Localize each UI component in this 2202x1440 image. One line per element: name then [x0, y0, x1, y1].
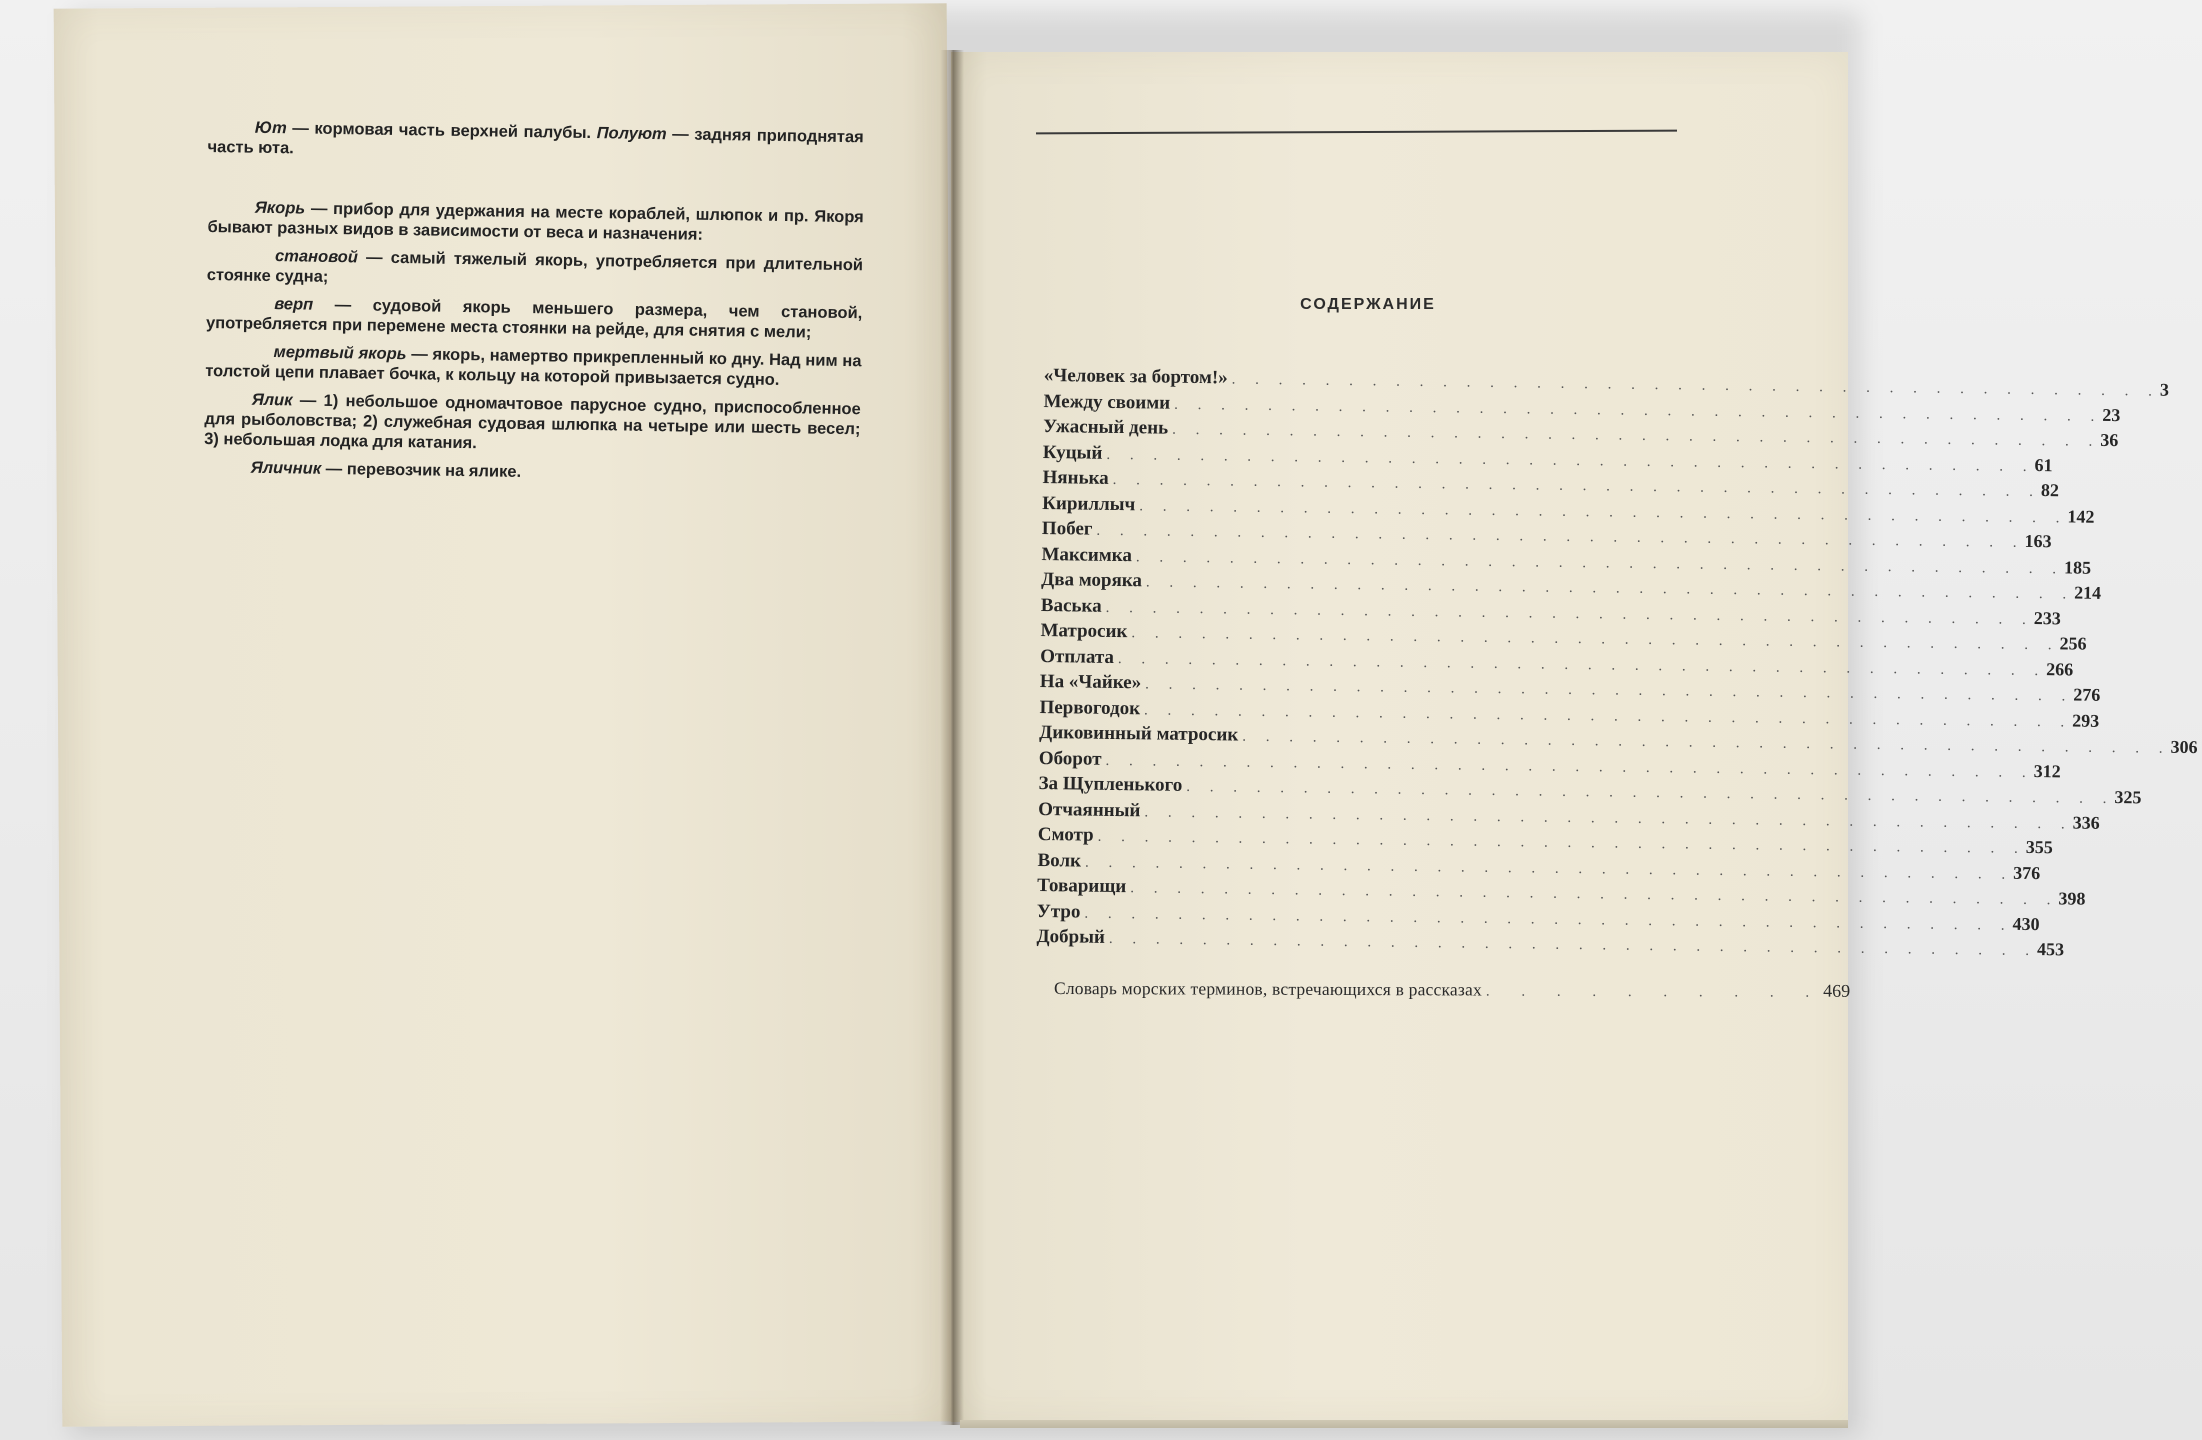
glossary-subentry: [205, 341, 862, 391]
toc-entry-title: Смотр: [1037, 823, 1094, 846]
glossary-term: Ялик: [251, 390, 293, 410]
toc-leader-dots: . . . . . . . . . . . . . . . . . . . . . . . . . . . . . . . . . . . . . . . .: [1096, 522, 2025, 551]
toc-row: [1053, 978, 1851, 1006]
toc-leader-dots: . . . . . . . . . . . . . . . . . . . . . . . . . . . . . . . . . . . . . . . .: [1112, 471, 2041, 501]
glossary-term: Ют: [254, 118, 287, 138]
toc-entry-title: Куцый: [1042, 441, 1103, 464]
toc-entry-title: Волк: [1037, 849, 1082, 872]
toc-entry-title: Ужасный день: [1043, 415, 1169, 439]
toc-entry-page: 214: [2074, 582, 2102, 603]
toc-title: СОДЕРЖАНИЕ: [1300, 296, 1436, 313]
toc-entry-page: 276: [2073, 684, 2101, 705]
toc-entry-title: Отплата: [1040, 645, 1115, 668]
book-spine-gutter: [940, 50, 964, 1425]
glossary-subentry: [206, 293, 863, 343]
toc-leader-dots: . . . . . . . . . . . . . . . . . . . . . . . . . . . . . . . . . . . . . . . .: [1174, 396, 2103, 425]
toc-leader-dots: . . . . . . . . . . . . . . . . . . . . . . . . . . . . . . . . . . . . . . . .: [1105, 752, 2034, 781]
toc-leader-dots: . . . . . . . . . . . . . . . . . . . . . . . . . . . . . . . . . . . . . . . .: [1135, 548, 2065, 577]
toc-entry-title: Два моряка: [1041, 568, 1143, 592]
toc-entry-title: Отчаянный: [1038, 798, 1141, 821]
toc-leader-dots: . . . . . . . . . . . . . . . . . . . . . . . . . . . . . . . . . . . . . . . .: [1186, 778, 2115, 808]
toc-entry-page: 325: [2114, 787, 2142, 808]
glossary-term: Яличник: [250, 458, 322, 478]
glossary-term: становой: [274, 247, 359, 267]
glossary-term: Полуют: [596, 124, 667, 144]
toc-entry-title: Добрый: [1036, 925, 1106, 948]
toc-leader-dots: . . . . . . . . . . . . . . . . . . . . . . . . . . . . . . . . . . . . . . . .: [1231, 371, 2161, 400]
toc-appendix: [1053, 978, 1851, 1006]
toc-leader-dots: . . . . . . . . . . . . . . . . . . . . . . . . . . . . . . . . . . . . . . . .: [1131, 625, 2060, 654]
toc-leader-dots: . . . . . . . . . . . . . . . . . . . . . . . . . . . . . . . . . . . . . . . .: [1130, 880, 2059, 909]
toc-leader-dots: . . . . . . . . . . . . . . . . . . . . . . . . . . . . . . . . . . . . . . . .: [1097, 828, 2026, 857]
glossary-entry-yut: [207, 117, 864, 175]
toc-entry-page: 3: [2159, 379, 2170, 400]
toc-leader-dots: . . . . . . . . . . . . . . . . . . . . . . . . . . . . . . . . . . . . . . . .: [1145, 676, 2074, 705]
toc-entry-page: 293: [2072, 709, 2100, 731]
toc-leader-dots: . . . . . . . . . . . . . . . . . . . . . . . . . . . . . . . . . . . . . . . .: [1108, 930, 2038, 960]
toc-entry-page: 163: [2024, 530, 2052, 552]
glossary-entry-yalik: [204, 389, 861, 459]
glossary-definition: — 1) небольшое одномачтовое парусное судно, приспособленное для рыболовства; 2) служебная судовая шлюпка на четыре или шесть весел; 3) небольшая лодка для катания.: [204, 391, 861, 453]
toc-leader-dots: . . . . . . . . . . . . . . . . . . . . . . . . . . . . . . . . . . . . . . . .: [1172, 421, 2101, 450]
toc-entry-page: 266: [2046, 658, 2074, 679]
toc-entry-page: 355: [2025, 836, 2053, 858]
glossary-definition: — якорь, намертво прикрепленный ко дну. Над ним на толстой цепи плавает бочка, к кольцу на которой привызается судно.: [205, 345, 862, 389]
glossary-subentry: [207, 245, 864, 295]
toc-entry-page: 142: [2067, 505, 2095, 527]
toc-leader-dots: . . . . . . . . . .: [1485, 983, 1824, 1001]
toc-entry-title: «Человек за бортом!»: [1043, 365, 1228, 389]
toc-entry-page: 430: [2012, 913, 2040, 934]
toc-leader-dots: . . . . . . . . . . . . . . . . . . . . . . . . . . . . . . . . . . . . . . . .: [1106, 446, 2035, 475]
toc-entry-page: 306: [2170, 736, 2198, 758]
glossary-entry-yalichnik: [204, 457, 860, 487]
toc-entry-title: На «Чайке»: [1039, 670, 1142, 694]
toc-entry-page: 398: [2058, 888, 2086, 909]
toc-leader-dots: . . . . . . . . . . . . . . . . . . . . . . . . . . . . . . . . . . . . . . . .: [1144, 803, 2073, 833]
toc-leader-dots: . . . . . . . . . . . . . . . . . . . . . . . . . . . . . . . . . . . . . . . .: [1242, 728, 2171, 757]
page-edge: [960, 1420, 1848, 1428]
toc-leader-dots: . . . . . . . . . . . . . . . . . . . . . . . . . . . . . . . . . . . . . . . .: [1117, 650, 2047, 679]
toc-entry-page: 376: [2013, 862, 2041, 883]
toc-entry-title: Кириллыч: [1042, 492, 1136, 515]
glossary-definition: — судовой якорь меньшего размера, чем становой, употребляется при перемене места стоянки на рейде, для снятия с мели;: [205, 295, 863, 342]
glossary-definition: — прибор для удержания на месте кораблей, шлюпок и пр. Якоря бывают разных видов в зависимости от веса и назначения:: [207, 199, 864, 244]
toc-entry-title: Диковинный матросик: [1039, 721, 1239, 746]
glossary-definition: — кормовая часть верхней палубы.: [286, 119, 597, 143]
table-of-contents: [1036, 365, 2198, 960]
glossary-term: Якорь: [254, 198, 306, 218]
toc-entry-page: 185: [2063, 556, 2092, 578]
toc-entry-title: Словарь морских терминов, встречающихся в рассказах: [1053, 978, 1482, 1000]
toc-entry-title: Матросик: [1040, 619, 1128, 643]
toc-entry-page: 469: [1823, 980, 1851, 1001]
toc-leader-dots: . . . . . . . . . . . . . . . . . . . . . . . . . . . . . . . . . . . . . . . .: [1105, 599, 2034, 628]
toc-entry-title: Первогодок: [1039, 696, 1141, 719]
toc-entry-page: 61: [2034, 454, 2053, 475]
glossary-term: мертвый якорь: [273, 343, 407, 364]
toc-entry-title: Товарищи: [1037, 874, 1127, 898]
glossary-definition: — самый тяжелый якорь, употребляется при длительной стоянке судна;: [206, 248, 864, 286]
glossary-block-yakor: [203, 197, 863, 495]
toc-leader-dots: . . . . . . . . . . . . . . . . . . . . . . . . . . . . . . . . . . . . . . . .: [1139, 497, 2068, 526]
toc-leader-dots: . . . . . . . . . . . . . . . . . . . . . . . . . . . . . . . . . . . . . . . .: [1084, 905, 2013, 934]
toc-entry-title: Утро: [1036, 900, 1081, 923]
toc-entry-page: 312: [2033, 760, 2061, 781]
toc-entry-page: 336: [2072, 812, 2100, 833]
toc-entry-title: Нянька: [1042, 466, 1109, 489]
toc-leader-dots: . . . . . . . . . . . . . . . . . . . . . . . . . . . . . . . . . . . . . . . .: [1145, 574, 2075, 603]
toc-entry-title: Между своими: [1043, 390, 1171, 414]
toc-entry-page: 23: [2102, 404, 2121, 425]
toc-leader-dots: . . . . . . . . . . . . . . . . . . . . . . . . . . . . . . . . . . . . . . . .: [1143, 701, 2073, 730]
glossary-definition: — задняя приподнятая часть юта.: [207, 125, 864, 158]
toc-entry-title: За Щупленького: [1038, 772, 1183, 796]
glossary-definition: — перевозчик на ялике.: [321, 459, 522, 481]
toc-entry-page: 36: [2100, 429, 2119, 451]
toc-entry-title: Оборот: [1038, 747, 1102, 770]
toc-entry-page: 233: [2033, 607, 2061, 628]
toc-entry-page: 256: [2059, 633, 2087, 654]
toc-entry-page: 82: [2040, 480, 2060, 501]
glossary-term: верп: [274, 295, 314, 314]
toc-entry-page: 453: [2036, 939, 2065, 960]
toc-entry-title: Васька: [1040, 594, 1102, 617]
toc-entry-title: Максимка: [1041, 543, 1133, 566]
toc-leader-dots: . . . . . . . . . . . . . . . . . . . . . . . . . . . . . . . . . . . . . . . .: [1084, 854, 2014, 883]
toc-entry-title: Побег: [1041, 517, 1093, 540]
